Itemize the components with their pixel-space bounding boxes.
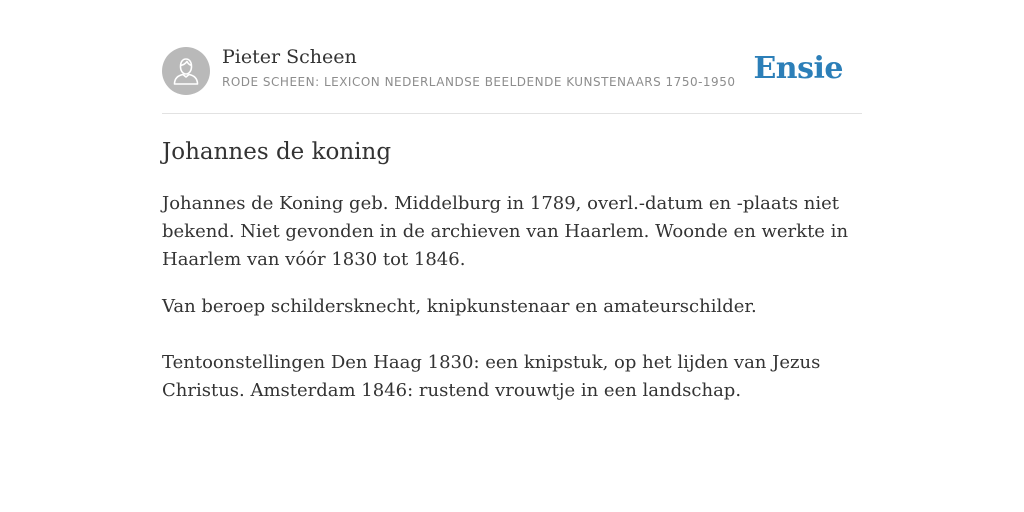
paragraph: Johannes de Koning geb. Middelburg in 1789, overl.-datum en -plaats niet bekend. Niet gevonden in de archieven van Haarlem. Woonde en werkte in Haarlem van vóór 1830 tot 1846. — [162, 193, 849, 270]
user-icon — [162, 47, 210, 95]
avatar[interactable] — [162, 47, 210, 95]
source-title[interactable]: RODE SCHEEN: LEXICON NEDERLANDSE BEELDENDE KUNSTENAARS 1750-1950 — [222, 75, 736, 89]
paragraph: Van beroep schildersknecht, knipkunstenaar en amateurschilder. — [162, 296, 757, 317]
author-name[interactable]: Pieter Scheen — [222, 46, 357, 68]
entry-header — [162, 47, 862, 114]
paragraph: Tentoonstellingen Den Haag 1830: een knipstuk, op het lijden van Jezus Christus. Amsterdam 1846: rustend vrouwtje in een landschap. — [162, 352, 821, 401]
article-body — [162, 190, 862, 424]
ensie-logo[interactable]: Ensie — [753, 51, 843, 86]
page-title: Johannes de koning — [162, 139, 392, 165]
